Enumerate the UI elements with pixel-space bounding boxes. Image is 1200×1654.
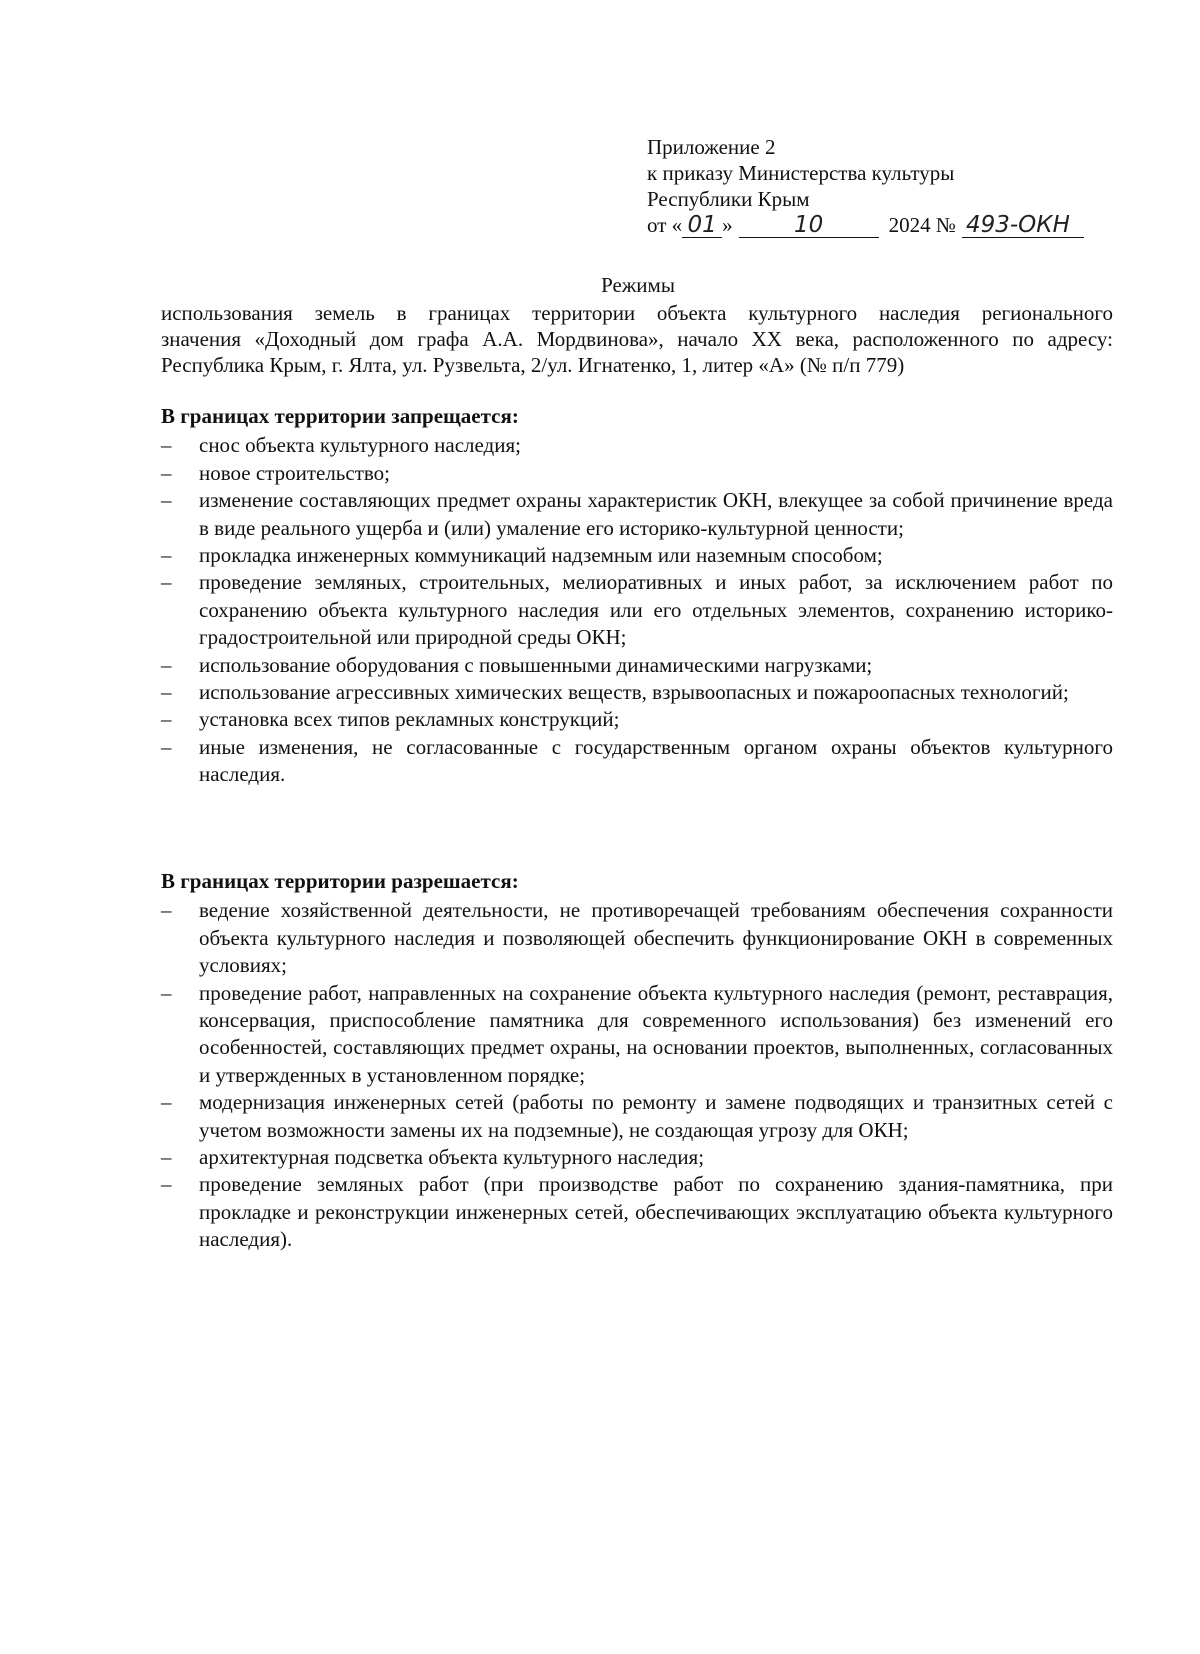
list-item bbox=[161, 432, 1113, 459]
list-item-text: проведение земляных, строительных, мелиоративных и иных работ, за исключением работ по сохранению объекта культурного наследия или его отдельных элементов, сохранению историко-градостроительной или природной среды ОКН; bbox=[199, 570, 1113, 650]
list-item-text: использование агрессивных химических веществ, взрывоопасных и пожароопасных технологий; bbox=[199, 680, 1069, 705]
list-item bbox=[161, 542, 1113, 569]
prohibited-section bbox=[161, 403, 1113, 789]
list-item-text: проведение земляных работ (при производстве работ по сохранению здания-памятника, при прокладке и реконструкции инженерных сетей, обеспечивающих эксплуатацию объекта культурного наследия). bbox=[199, 1172, 1113, 1252]
appendix-label: Приложение 2 bbox=[647, 135, 776, 159]
list-item-text: снос объекта культурного наследия; bbox=[199, 433, 521, 458]
prohibited-list bbox=[161, 432, 1113, 788]
list-item bbox=[161, 1144, 1113, 1171]
list-item-text: прокладка инженерных коммуникаций надземным или наземным способом; bbox=[199, 543, 883, 568]
list-item bbox=[161, 980, 1113, 1090]
list-item bbox=[161, 569, 1113, 651]
dash-bullet: – bbox=[161, 980, 172, 1005]
list-item bbox=[161, 734, 1113, 789]
dash-bullet: – bbox=[161, 898, 172, 923]
appendix-header bbox=[647, 134, 1084, 238]
allowed-section bbox=[161, 868, 1113, 1254]
list-item-text: архитектурная подсветка объекта культурного наследия; bbox=[199, 1145, 705, 1170]
dash-bullet: – bbox=[161, 1145, 172, 1170]
list-item-text: новое строительство; bbox=[199, 460, 390, 485]
dash-bullet: – bbox=[161, 460, 172, 485]
subtitle-line: значения «Доходный дом графа А.А. Мордвинова», начало XX века, расположенного по адресу: bbox=[161, 327, 1113, 351]
list-item bbox=[161, 897, 1113, 979]
dash-bullet: – bbox=[161, 1172, 172, 1197]
dash-bullet: – bbox=[161, 680, 172, 705]
list-item bbox=[161, 706, 1113, 733]
document-subtitle bbox=[161, 300, 1113, 378]
list-item-text: проведение работ, направленных на сохранение объекта культурного наследия (ремонт, реставрация, консервация, приспособление памятника для современного использования) без изменений его особенностей, составляющих предмет охраны, на основании проектов, выполненных, согласованных и утвержденных в установленном порядке; bbox=[199, 980, 1113, 1087]
list-item-text: установка всех типов рекламных конструкций; bbox=[199, 707, 620, 732]
dash-bullet: – bbox=[161, 1090, 172, 1115]
date-prefix: от « bbox=[647, 213, 683, 237]
dash-bullet: – bbox=[161, 652, 172, 677]
dash-bullet: – bbox=[161, 543, 172, 568]
document-title: Режимы bbox=[601, 273, 675, 297]
order-date-line bbox=[647, 212, 1084, 238]
year-number-label: 2024 № bbox=[888, 213, 956, 237]
list-item bbox=[161, 1171, 1113, 1253]
order-reference: к приказу Министерства культуры bbox=[647, 161, 955, 185]
subtitle-line: использования земель в границах территории объекта культурного наследия регионального bbox=[161, 301, 1113, 325]
dash-bullet: – bbox=[161, 433, 172, 458]
handwritten-day: 01 bbox=[682, 213, 722, 238]
list-item bbox=[161, 652, 1113, 679]
date-close-quote: » bbox=[722, 213, 733, 237]
handwritten-order-number: 493-ОКН bbox=[962, 213, 1084, 238]
prohibited-heading: В границах территории запрещается: bbox=[161, 404, 519, 428]
allowed-list bbox=[161, 897, 1113, 1253]
list-item-text: ведение хозяйственной деятельности, не противоречащей требованиям обеспечения сохранности объекта культурного наследия и позволяющей обеспечить функционирование ОКН в современных условиях; bbox=[199, 898, 1113, 978]
dash-bullet: – bbox=[161, 707, 172, 732]
dash-bullet: – bbox=[161, 488, 172, 513]
list-item-text: модернизация инженерных сетей (работы по ремонту и замене подводящих и транзитных сетей с учетом возможности замены их на подземные), не создающая угрозу для ОКН; bbox=[199, 1090, 1113, 1142]
list-item bbox=[161, 487, 1113, 542]
handwritten-month: 10 bbox=[739, 213, 879, 238]
allowed-heading: В границах территории разрешается: bbox=[161, 869, 519, 893]
list-item bbox=[161, 460, 1113, 487]
dash-bullet: – bbox=[161, 734, 172, 759]
dash-bullet: – bbox=[161, 570, 172, 595]
order-reference-region: Республики Крым bbox=[647, 187, 810, 211]
list-item bbox=[161, 679, 1113, 706]
list-item-text: использование оборудования с повышенными динамическими нагрузками; bbox=[199, 652, 873, 677]
list-item-text: иные изменения, не согласованные с государственным органом охраны объектов культурного наследия. bbox=[199, 734, 1113, 787]
list-item bbox=[161, 1089, 1113, 1144]
subtitle-line: Республика Крым, г. Ялта, ул. Рузвельта, 2/ул. Игнатенко, 1, литер «А» (№ п/п 779) bbox=[161, 353, 905, 377]
list-item-text: изменение составляющих предмет охраны характеристик ОКН, влекущее за собой причинение вреда в виде реального ущерба и (или) умаление его историко-культурной ценности; bbox=[199, 488, 1113, 540]
